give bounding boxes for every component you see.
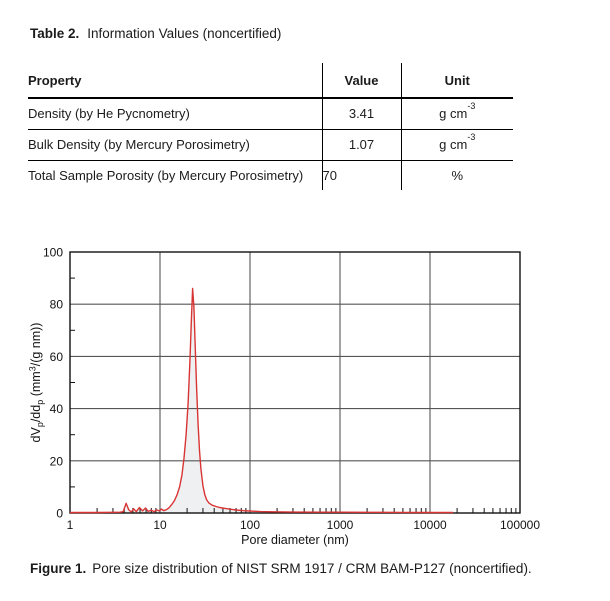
value-cell: 70 [322,160,401,190]
y-tick-label: 0 [56,506,63,521]
property-cell: Total Sample Porosity (by Mercury Porosimetry) [28,160,322,190]
unit-cell [401,160,513,190]
x-tick-label: 1000 [326,518,354,532]
x-axis-title: Pore diameter (nm) [241,533,349,547]
y-tick-label: 40 [49,402,63,417]
column-header-value: Value [322,63,401,98]
x-tick-label: 1 [66,518,74,532]
y-tick-label: 100 [42,245,63,260]
y-tick-label: 20 [49,454,63,469]
unit-base: g cm [439,106,468,122]
distribution-curve [70,289,453,513]
y-tick-label: 60 [49,349,63,364]
chart-fill-area [70,289,453,514]
x-tick-label: 100 [239,518,261,532]
value-cell: 3.41 [322,98,401,129]
x-tick-label: 100000 [499,518,541,532]
column-header-unit: Unit [401,63,513,98]
x-tick-label: 10 [153,518,167,532]
table-row [28,160,513,190]
caption-label: Figure 1. [30,561,87,576]
unit-exponent: -3 [467,131,476,142]
unit-cell [401,129,513,160]
table-title-text: Information Values (noncertified) [87,26,282,41]
property-cell: Density (by He Pycnometry) [28,98,322,129]
unit-cell [401,98,513,129]
figure-caption [30,561,532,576]
value-cell: 1.07 [322,129,401,160]
info-table [28,63,513,190]
table-row [28,98,513,129]
y-tick-label: 80 [49,297,63,312]
x-tick-label: 10000 [413,518,447,532]
column-header-property: Property [28,63,322,98]
pore-size-distribution-chart [0,240,610,550]
unit-base: g cm [439,137,468,152]
header-row [28,63,513,98]
table-title-label: Table 2. [30,26,80,41]
table-title [30,26,281,41]
unit-exponent: -3 [467,100,476,111]
chart-frame [70,252,520,513]
table-row [28,129,513,160]
property-cell: Bulk Density (by Mercury Porosimetry) [28,129,322,160]
y-axis-title: $dV_p/dd_p$ ($mm^3/(g$ nm)) [27,322,45,443]
unit-base: % [451,167,464,183]
caption-text: Pore size distribution of NIST SRM 1917 / CRM BAM-P127 (noncertified). [92,561,532,576]
